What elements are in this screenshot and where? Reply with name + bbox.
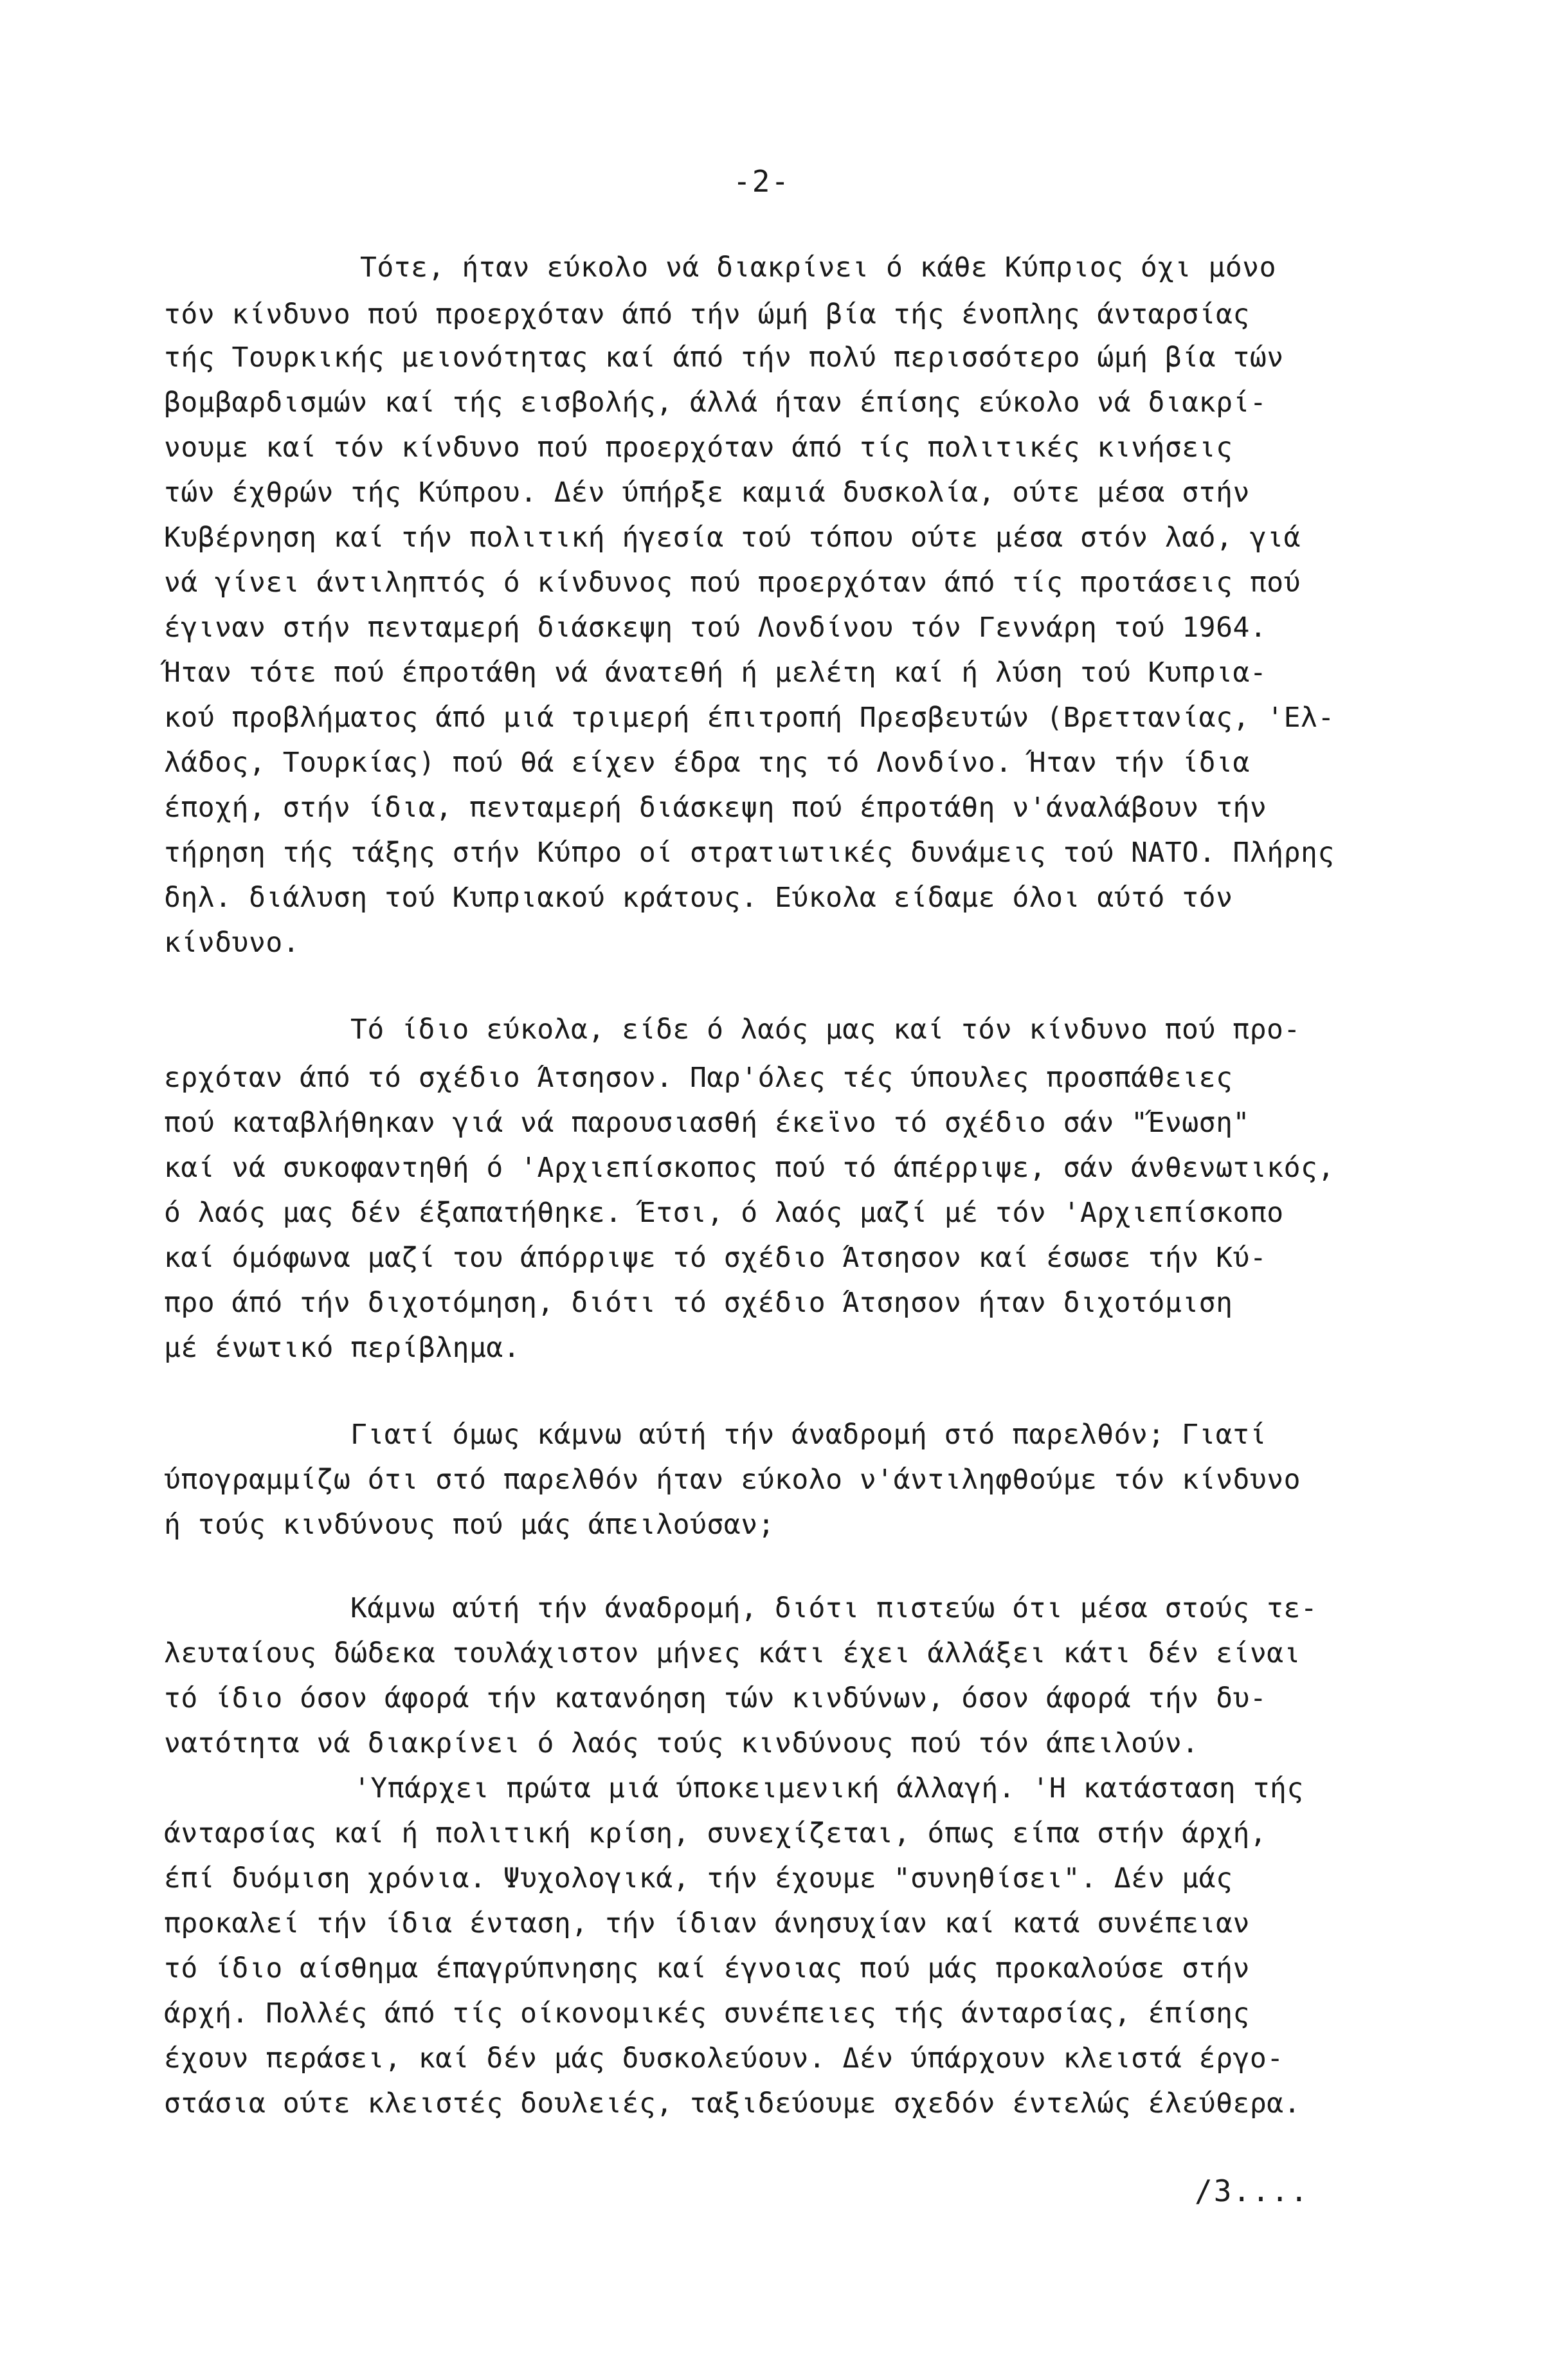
text-line: Τότε, ήταν εύκολο νά διακρίνει ό κάθε Κύπριος όχι μόνο	[360, 251, 1276, 284]
text-line: νατότητα νά διακρίνει ό λαός τούς κινδύνους πού τόν άπειλούν.	[164, 1727, 1199, 1759]
text-line: ύπογραμμίζω ότι στό παρελθόν ήταν εύκολο ν'άντιληφθούμε τόν κίνδυνο	[164, 1464, 1301, 1496]
text-line: κού προβλήματος άπό μιά τριμερή έπιτροπή Πρεσβευτών (Βρεττανίας, 'Ελ-	[164, 702, 1335, 734]
text-line: έποχή, στήν ίδια, πενταμερή διάσκεψη πού έπροτάθη ν'άναλάβουν τήν	[164, 792, 1267, 824]
text-line: τό ίδιο αίσθημα έπαγρύπνησης καί έγνοιας πού μάς προκαλούσε στήν	[164, 1952, 1250, 1985]
text-line: Τό ίδιο εύκολα, είδε ό λαός μας καί τόν κίνδυνο πού προ-	[350, 1013, 1301, 1046]
text-line: έπί δυόμιση χρόνια. Ψυχολογικά, τήν έχουμε "συνηθίσει". Δέν μάς	[164, 1862, 1233, 1894]
text-line: Γιατί όμως κάμνω αύτή τήν άναδρομή στό παρελθόν; Γιατί	[350, 1419, 1267, 1451]
continuation-marker: /3....	[1195, 2174, 1310, 2208]
text-line: τής Τουρκικής μειονότητας καί άπό τήν πολύ περισσότερο ώμή βία τών	[164, 341, 1284, 374]
text-line: άνταρσίας καί ή πολιτική κρίση, συνεχίζεται, όπως είπα στήν άρχή,	[164, 1817, 1267, 1849]
text-line: μέ ένωτικό περίβλημα.	[164, 1332, 521, 1364]
text-line: τόν κίνδυνο πού προερχόταν άπό τήν ώμή βία τής ένοπλης άνταρσίας	[164, 298, 1250, 331]
text-line: ή τούς κινδύνους πού μάς άπειλούσαν;	[164, 1509, 775, 1541]
page-number: -2-	[733, 164, 791, 199]
text-line: τών έχθρών τής Κύπρου. Δέν ύπήρξε καμιά δυσκολία, ούτε μέσα στήν	[164, 477, 1250, 509]
text-line: δηλ. διάλυση τού Κυπριακού κράτους. Εύκολα είδαμε όλοι αύτό τόν	[164, 882, 1233, 914]
text-line: νά γίνει άντιληπτός ό κίνδυνος πού προερχόταν άπό τίς προτάσεις πού	[164, 567, 1301, 599]
text-line: Ήταν τότε πού έπροτάθη νά άνατεθή ή μελέτη καί ή λύση τού Κυπρια-	[164, 657, 1267, 689]
text-line: λευταίους δώδεκα τουλάχιστον μήνες κάτι έχει άλλάξει κάτι δέν είναι	[164, 1637, 1301, 1669]
text-line: έγιναν στήν πενταμερή διάσκεψη τού Λονδίνου τόν Γεννάρη τού 1964.	[164, 612, 1267, 644]
text-line: έχουν περάσει, καί δέν μάς δυσκολεύουν. Δέν ύπάρχουν κλειστά έργο-	[164, 2042, 1284, 2075]
text-line: τήρηση τής τάξης στήν Κύπρο οί στρατιωτικές δυνάμεις τού ΝΑΤΟ. Πλήρης	[164, 837, 1335, 869]
text-line: Κυβέρνηση καί τήν πολιτική ήγεσία τού τόπου ούτε μέσα στόν λαό, γιά	[164, 522, 1301, 554]
text-line: νουμε καί τόν κίνδυνο πού προερχόταν άπό τίς πολιτικές κινήσεις	[164, 431, 1233, 464]
text-line: τό ίδιο όσον άφορά τήν κατανόηση τών κινδύνων, όσον άφορά τήν δυ-	[164, 1682, 1267, 1714]
text-line: στάσια ούτε κλειστές δουλειές, ταξιδεύουμε σχεδόν έντελώς έλεύθερα.	[164, 2087, 1301, 2120]
text-line: βομβαρδισμών καί τής εισβολής, άλλά ήταν έπίσης εύκολο νά διακρί-	[164, 386, 1267, 419]
text-line: Κάμνω αύτή τήν άναδρομή, διότι πιστεύω ότι μέσα στούς τε-	[350, 1592, 1318, 1624]
text-line: προκαλεί τήν ίδια ένταση, τήν ίδιαν άνησυχίαν καί κατά συνέπειαν	[164, 1907, 1250, 1939]
text-line: ερχόταν άπό τό σχέδιο Άτσησον. Παρ'όλες τές ύπουλες προσπάθειες	[164, 1062, 1233, 1094]
text-line: καί νά συκοφαντηθή ό 'Αρχιεπίσκοπος πού τό άπέρριψε, σάν άνθενωτικός,	[164, 1152, 1335, 1184]
text-line: πού καταβλήθηκαν γιά νά παρουσιασθή έκεϊνο τό σχέδιο σάν "Ένωση"	[164, 1107, 1250, 1139]
text-line: λάδος, Τουρκίας) πού θά είχεν έδρα της τό Λονδίνο. Ήταν τήν ίδια	[164, 747, 1250, 779]
text-line: 'Υπάρχει πρώτα μιά ύποκειμενική άλλαγή. 'Η κατάσταση τής	[354, 1772, 1304, 1804]
text-line: προ άπό τήν διχοτόμηση, διότι τό σχέδιο Άτσησον ήταν διχοτόμιση	[164, 1287, 1233, 1319]
text-line: κίνδυνο.	[164, 927, 300, 959]
text-line: ό λαός μας δέν έξαπατήθηκε. Έτσι, ό λαός μαζί μέ τόν 'Αρχιεπίσκοπο	[164, 1197, 1284, 1229]
text-line: καί όμόφωνα μαζί του άπόρριψε τό σχέδιο Άτσησον καί έσωσε τήν Κύ-	[164, 1242, 1267, 1274]
text-line: άρχή. Πολλές άπό τίς οίκονομικές συνέπειες τής άνταρσίας, έπίσης	[164, 1997, 1250, 2030]
